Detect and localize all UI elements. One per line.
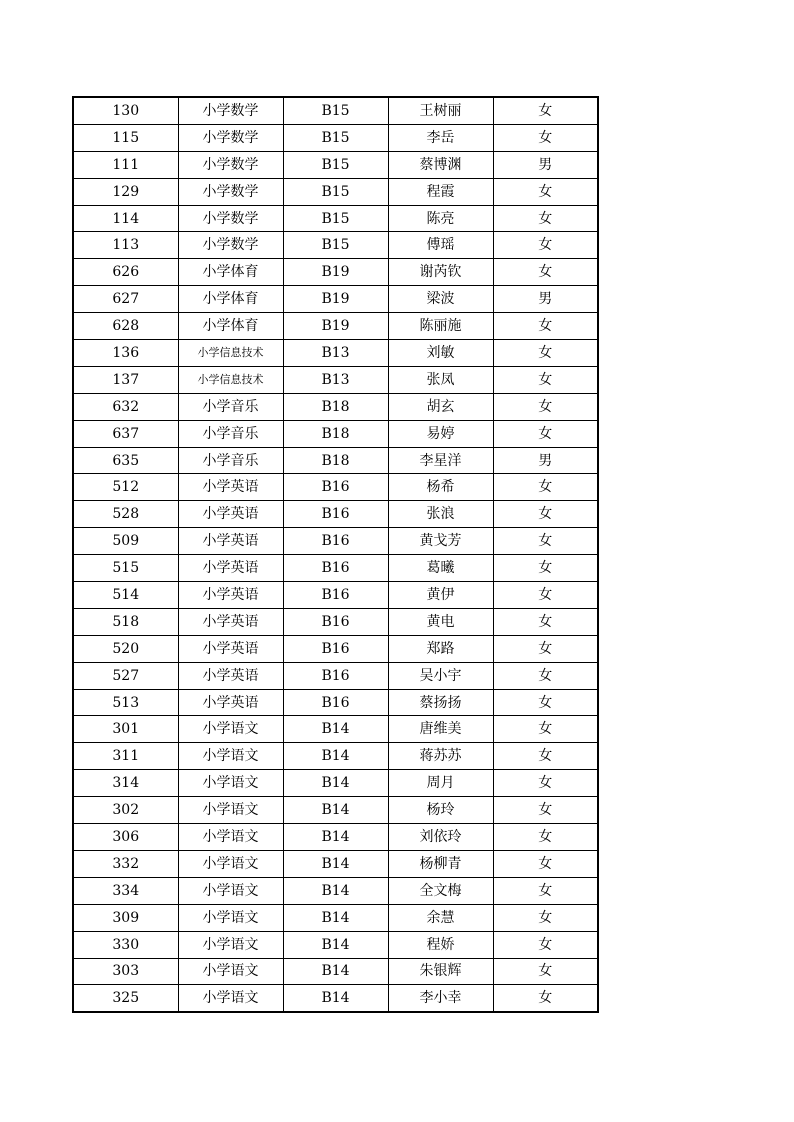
id-cell: 111 — [73, 151, 178, 178]
id-cell: 136 — [73, 340, 178, 367]
name-cell: 黄伊 — [388, 582, 493, 609]
gender-cell: 女 — [493, 178, 598, 205]
table-row — [73, 447, 598, 474]
gender-cell: 女 — [493, 743, 598, 770]
name-cell: 葛曦 — [388, 555, 493, 582]
gender-cell: 女 — [493, 555, 598, 582]
subject-cell: 小学英语 — [178, 582, 283, 609]
subject-cell: 小学语文 — [178, 850, 283, 877]
gender-cell: 女 — [493, 393, 598, 420]
id-cell: 509 — [73, 528, 178, 555]
code-cell: B19 — [283, 313, 388, 340]
id-cell: 637 — [73, 420, 178, 447]
code-cell: B18 — [283, 420, 388, 447]
id-cell: 514 — [73, 582, 178, 609]
id-cell: 303 — [73, 958, 178, 985]
code-cell: B16 — [283, 662, 388, 689]
subject-cell: 小学数学 — [178, 205, 283, 232]
subject-cell: 小学英语 — [178, 555, 283, 582]
subject-cell: 小学数学 — [178, 151, 283, 178]
gender-cell: 女 — [493, 770, 598, 797]
id-cell: 515 — [73, 555, 178, 582]
id-cell: 314 — [73, 770, 178, 797]
subject-cell: 小学语文 — [178, 743, 283, 770]
name-cell: 程娇 — [388, 931, 493, 958]
code-cell: B19 — [283, 259, 388, 286]
code-cell: B14 — [283, 877, 388, 904]
subject-cell: 小学数学 — [178, 124, 283, 151]
code-cell: B15 — [283, 232, 388, 259]
subject-cell: 小学语文 — [178, 716, 283, 743]
table-row — [73, 420, 598, 447]
name-cell: 黄电 — [388, 608, 493, 635]
table-row — [73, 931, 598, 958]
code-cell: B16 — [283, 582, 388, 609]
subject-cell: 小学体育 — [178, 313, 283, 340]
name-cell: 傅瑶 — [388, 232, 493, 259]
gender-cell: 女 — [493, 635, 598, 662]
gender-cell: 女 — [493, 528, 598, 555]
name-cell: 吴小宇 — [388, 662, 493, 689]
gender-cell: 女 — [493, 582, 598, 609]
gender-cell: 女 — [493, 850, 598, 877]
id-cell: 518 — [73, 608, 178, 635]
id-cell: 115 — [73, 124, 178, 151]
id-cell: 114 — [73, 205, 178, 232]
table-row — [73, 770, 598, 797]
name-cell: 蔡扬扬 — [388, 689, 493, 716]
code-cell: B19 — [283, 286, 388, 313]
name-cell: 梁波 — [388, 286, 493, 313]
id-cell: 129 — [73, 178, 178, 205]
subject-cell: 小学语文 — [178, 770, 283, 797]
name-cell: 李小幸 — [388, 985, 493, 1012]
subject-cell: 小学音乐 — [178, 393, 283, 420]
table-row — [73, 340, 598, 367]
id-cell: 334 — [73, 877, 178, 904]
gender-cell: 女 — [493, 420, 598, 447]
table-row — [73, 528, 598, 555]
table-row — [73, 205, 598, 232]
gender-cell: 女 — [493, 985, 598, 1012]
subject-cell: 小学语文 — [178, 931, 283, 958]
table-row — [73, 743, 598, 770]
name-cell: 李星洋 — [388, 447, 493, 474]
table-row — [73, 850, 598, 877]
subject-cell: 小学体育 — [178, 286, 283, 313]
table-row — [73, 97, 598, 124]
code-cell: B16 — [283, 528, 388, 555]
table-row — [73, 178, 598, 205]
name-cell: 杨柳青 — [388, 850, 493, 877]
gender-cell: 女 — [493, 824, 598, 851]
code-cell: B14 — [283, 824, 388, 851]
id-cell: 528 — [73, 501, 178, 528]
name-cell: 李岳 — [388, 124, 493, 151]
name-cell: 杨希 — [388, 474, 493, 501]
id-cell: 130 — [73, 97, 178, 124]
name-cell: 唐维美 — [388, 716, 493, 743]
subject-cell: 小学英语 — [178, 501, 283, 528]
gender-cell: 女 — [493, 958, 598, 985]
subject-cell: 小学英语 — [178, 635, 283, 662]
code-cell: B15 — [283, 178, 388, 205]
table-row — [73, 555, 598, 582]
name-cell: 胡玄 — [388, 393, 493, 420]
code-cell: B14 — [283, 985, 388, 1012]
name-cell: 刘敏 — [388, 340, 493, 367]
id-cell: 311 — [73, 743, 178, 770]
name-cell: 杨玲 — [388, 797, 493, 824]
subject-cell: 小学英语 — [178, 608, 283, 635]
code-cell: B18 — [283, 447, 388, 474]
code-cell: B15 — [283, 205, 388, 232]
subject-cell: 小学语文 — [178, 877, 283, 904]
subject-cell: 小学音乐 — [178, 447, 283, 474]
id-cell: 325 — [73, 985, 178, 1012]
code-cell: B14 — [283, 743, 388, 770]
name-cell: 张凤 — [388, 366, 493, 393]
name-cell: 全文梅 — [388, 877, 493, 904]
name-cell: 程霞 — [388, 178, 493, 205]
subject-cell: 小学英语 — [178, 662, 283, 689]
name-cell: 朱银辉 — [388, 958, 493, 985]
gender-cell: 女 — [493, 608, 598, 635]
id-cell: 513 — [73, 689, 178, 716]
code-cell: B15 — [283, 124, 388, 151]
code-cell: B13 — [283, 366, 388, 393]
subject-cell: 小学语文 — [178, 985, 283, 1012]
name-cell: 王树丽 — [388, 97, 493, 124]
gender-cell: 女 — [493, 232, 598, 259]
code-cell: B16 — [283, 501, 388, 528]
id-cell: 301 — [73, 716, 178, 743]
subject-cell: 小学体育 — [178, 259, 283, 286]
table-row — [73, 582, 598, 609]
name-cell: 陈丽施 — [388, 313, 493, 340]
subject-cell: 小学英语 — [178, 528, 283, 555]
id-cell: 527 — [73, 662, 178, 689]
code-cell: B15 — [283, 97, 388, 124]
subject-cell: 小学数学 — [178, 232, 283, 259]
table-row — [73, 501, 598, 528]
gender-cell: 女 — [493, 931, 598, 958]
code-cell: B16 — [283, 635, 388, 662]
code-cell: B14 — [283, 850, 388, 877]
name-cell: 周月 — [388, 770, 493, 797]
subject-cell: 小学语文 — [178, 958, 283, 985]
name-cell: 易婷 — [388, 420, 493, 447]
name-cell: 蒋苏苏 — [388, 743, 493, 770]
subject-cell: 小学信息技术 — [178, 366, 283, 393]
code-cell: B16 — [283, 689, 388, 716]
name-cell: 陈亮 — [388, 205, 493, 232]
table-row — [73, 474, 598, 501]
table-row — [73, 797, 598, 824]
table-row — [73, 689, 598, 716]
table-row — [73, 286, 598, 313]
gender-cell: 女 — [493, 124, 598, 151]
gender-cell: 女 — [493, 366, 598, 393]
subject-cell: 小学数学 — [178, 178, 283, 205]
code-cell: B16 — [283, 474, 388, 501]
id-cell: 632 — [73, 393, 178, 420]
roster-table — [72, 96, 599, 1013]
id-cell: 330 — [73, 931, 178, 958]
name-cell: 余慧 — [388, 904, 493, 931]
code-cell: B14 — [283, 716, 388, 743]
table-row — [73, 877, 598, 904]
id-cell: 520 — [73, 635, 178, 662]
name-cell: 谢芮钦 — [388, 259, 493, 286]
code-cell: B14 — [283, 797, 388, 824]
subject-cell: 小学音乐 — [178, 420, 283, 447]
code-cell: B14 — [283, 904, 388, 931]
table-row — [73, 393, 598, 420]
gender-cell: 女 — [493, 259, 598, 286]
gender-cell: 男 — [493, 151, 598, 178]
gender-cell: 女 — [493, 340, 598, 367]
table-row — [73, 635, 598, 662]
subject-cell: 小学语文 — [178, 824, 283, 851]
id-cell: 113 — [73, 232, 178, 259]
code-cell: B18 — [283, 393, 388, 420]
code-cell: B14 — [283, 958, 388, 985]
subject-cell: 小学语文 — [178, 904, 283, 931]
id-cell: 628 — [73, 313, 178, 340]
table-row — [73, 985, 598, 1012]
table-row — [73, 958, 598, 985]
gender-cell: 男 — [493, 286, 598, 313]
table-row — [73, 608, 598, 635]
name-cell: 郑路 — [388, 635, 493, 662]
roster-table-body — [73, 97, 598, 1012]
gender-cell: 女 — [493, 877, 598, 904]
table-row — [73, 904, 598, 931]
gender-cell: 女 — [493, 716, 598, 743]
gender-cell: 女 — [493, 689, 598, 716]
table-row — [73, 151, 598, 178]
name-cell: 蔡博渊 — [388, 151, 493, 178]
subject-cell: 小学英语 — [178, 474, 283, 501]
subject-cell: 小学语文 — [178, 797, 283, 824]
code-cell: B15 — [283, 151, 388, 178]
id-cell: 332 — [73, 850, 178, 877]
subject-cell: 小学英语 — [178, 689, 283, 716]
code-cell: B16 — [283, 555, 388, 582]
gender-cell: 女 — [493, 797, 598, 824]
table-row — [73, 259, 598, 286]
table-row — [73, 313, 598, 340]
table-row — [73, 366, 598, 393]
id-cell: 512 — [73, 474, 178, 501]
id-cell: 626 — [73, 259, 178, 286]
gender-cell: 女 — [493, 904, 598, 931]
gender-cell: 女 — [493, 474, 598, 501]
code-cell: B16 — [283, 608, 388, 635]
id-cell: 635 — [73, 447, 178, 474]
subject-cell: 小学信息技术 — [178, 340, 283, 367]
gender-cell: 女 — [493, 205, 598, 232]
gender-cell: 女 — [493, 662, 598, 689]
id-cell: 302 — [73, 797, 178, 824]
id-cell: 309 — [73, 904, 178, 931]
code-cell: B13 — [283, 340, 388, 367]
id-cell: 306 — [73, 824, 178, 851]
table-row — [73, 124, 598, 151]
subject-cell: 小学数学 — [178, 97, 283, 124]
table-row — [73, 716, 598, 743]
gender-cell: 女 — [493, 97, 598, 124]
id-cell: 627 — [73, 286, 178, 313]
gender-cell: 女 — [493, 313, 598, 340]
code-cell: B14 — [283, 770, 388, 797]
id-cell: 137 — [73, 366, 178, 393]
name-cell: 刘依玲 — [388, 824, 493, 851]
gender-cell: 男 — [493, 447, 598, 474]
gender-cell: 女 — [493, 501, 598, 528]
table-row — [73, 662, 598, 689]
code-cell: B14 — [283, 931, 388, 958]
name-cell: 黄戈芳 — [388, 528, 493, 555]
table-row — [73, 232, 598, 259]
table-row — [73, 824, 598, 851]
name-cell: 张浪 — [388, 501, 493, 528]
